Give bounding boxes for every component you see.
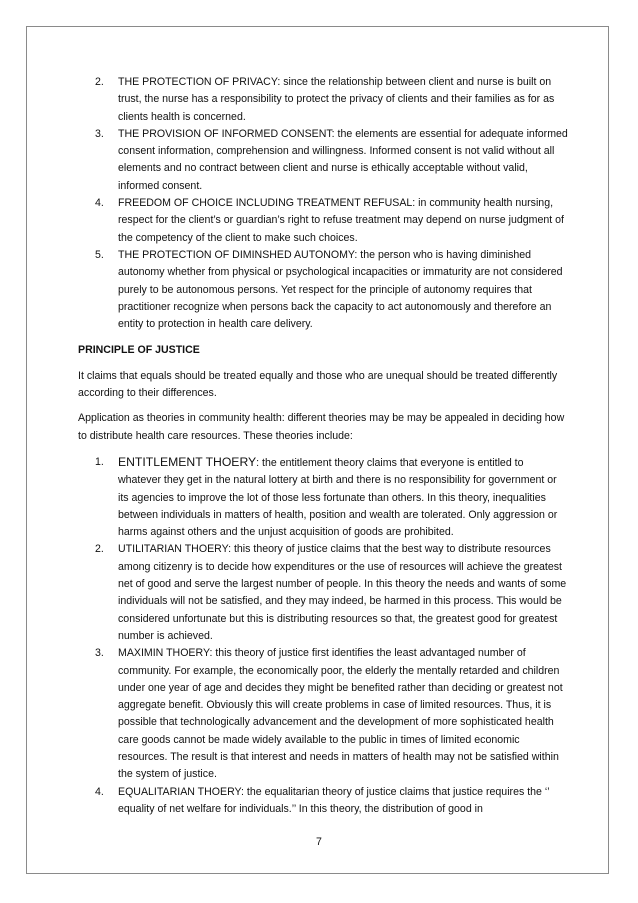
list-item-text: : the entitlement theory claims that everyone is entitled to whatever they get in the natural lottery at birth and there is no responsibility for government or its agencies to improve the lot of those less fortunate than others. In this theory, inequalities between individuals in matters of health, position and wealth are tolerated. Only aggression or harms against others and the unjust acquisition of goods are prohibited. [118,456,558,539]
list-item [78,784,568,819]
list-item [78,454,568,541]
intro-paragraph: It claims that equals should be treated equally and those who are unequal should be treated differently according to their differences. [78,369,558,400]
list-item-text: MAXIMIN THOERY: this theory of justice first identifies the least advantaged number of community. For example, the economically poor, the elderly the mentally retarded and children under one year of age and decides they might be benefited rather than deciding or greatest not aggregate benefit. Obviously this will create problems in case of limited resources. Thus, it is possible that technologically advancement and the development of more sophisticated health care goods cannot be made widely available to the public in times of limited economic resources. The result is that interest and needs in matters of health may not be satisfied within the system of justice. [118,647,563,781]
list-number: 3. [95,647,104,660]
list-item-text: UTILITARIAN THOERY: this theory of justice claims that the best way to distribute resources among citizenry is to decide how expenditures or the use of resources will achieve the greatest net of good and serve the largest number of people. In this theory the needs and wants of some individuals will not be satisfied, and they may indeed, be harmed in this process. This would be considered unfortunate but this is distributing resources so that, the greatest good for greatest number is achieved. [118,543,567,642]
list-item-text: FREEDOM OF CHOICE INCLUDING TREATMENT REFUSAL: in community health nursing, respect for the client’s or guardian’s right to refuse treatment may depend on nurse judgment of the competency of the client to make such choices. [118,197,564,244]
list-item [78,126,568,195]
list-number: 5. [95,248,104,261]
section-heading: PRINCIPLE OF JUSTICE [78,344,200,357]
list-item-lead: ENTITLEMENT THOERY [118,454,257,469]
application-paragraph: Application as theories in community health: different theories may be may be appealed in deciding how to distribute health care resources. These theories include: [78,412,565,442]
list-item [78,74,568,126]
list-number: 2. [95,543,104,556]
page-number: 7 [316,836,322,848]
list-item-text: THE PROTECTION OF PRIVACY: since the relationship between client and nurse is built on trust, the nurse has a responsibility to protect the privacy of clients and their families as for as clients health is concerned. [118,76,555,123]
list-item [78,541,568,645]
list-item-text: THE PROVISION OF INFORMED CONSENT: the elements are essential for adequate informed consent information, comprehension and willingness. Informed consent is not valid without all elements and no contract between client and nurse is ethically acceptable without valid, informed consent. [118,127,568,192]
list-item [78,247,568,333]
list-item-text: EQUALITARIAN THOERY: the equalitarian theory of justice claims that justice requires the ‘’ equality of net welfare for individuals.’’ In this theory, the distribution of good in [118,785,550,815]
list-item [78,645,568,783]
list-number: 3. [95,127,104,140]
theories-list [78,454,568,818]
list-item-text: THE PROTECTION OF DIMINSHED AUTONOMY: the person who is having diminished autonomy whether from physical or psychological incapacities or immaturity are not considered purely to be autonomous persons. Yet respect for the principle of autonomy requires that practitioner recognize when persons back the capacity to act autonomously and therefore an entity to protection in health care delivery. [118,248,563,331]
list-number: 2. [95,76,104,88]
principles-list [78,74,568,333]
list-item [78,195,568,247]
document-body [78,74,568,818]
list-number: 4. [95,197,104,210]
list-number: 1. [95,455,104,468]
list-number: 4. [95,785,104,798]
